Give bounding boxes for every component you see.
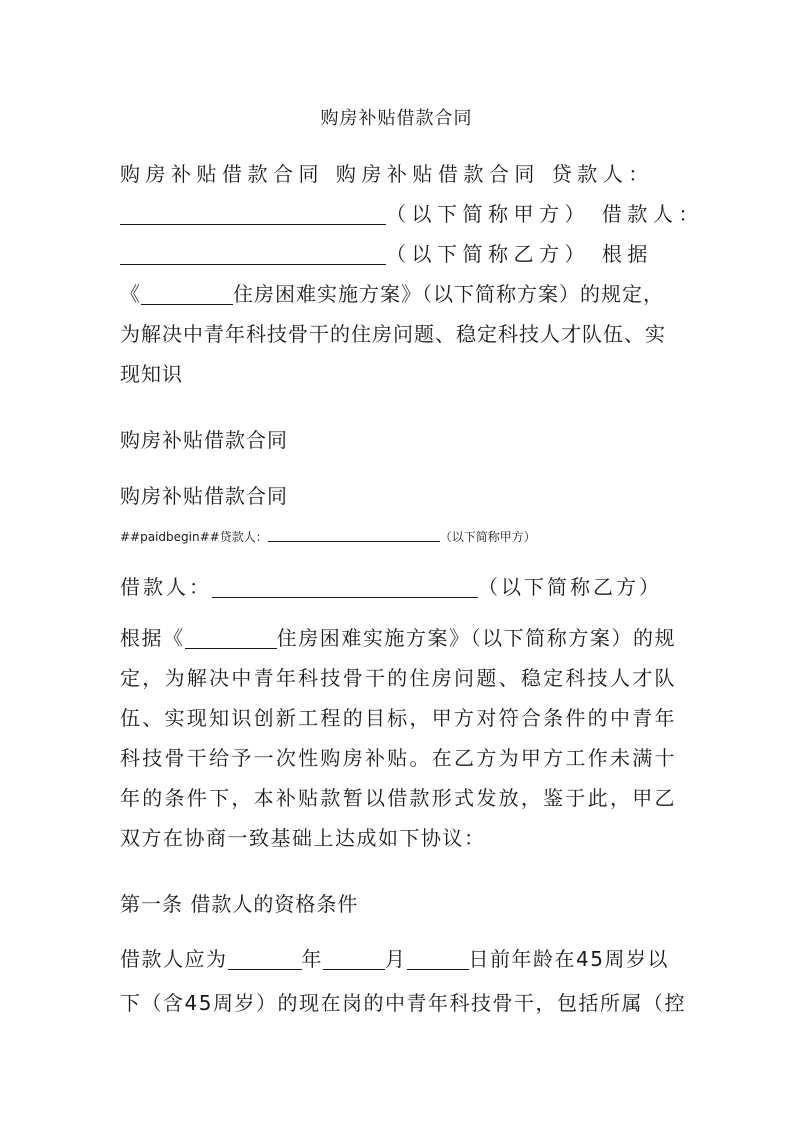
paid-lender-line — [120, 528, 536, 545]
main-paragraph-text: 住房困难实施方案》（以下简称方案）的规定，为解决中青年科技骨干的住房问题、稳定科技人才队伍、实现知识创新工程的目标，甲方对符合条件的中青年科技骨干给予一次性购房补贴。在乙方为甲方工作未满十年的条件下，本补贴款暂以借款形式发放，鉴于此，甲乙双方在协商一致基础上达成如下协议： — [120, 626, 677, 850]
month-blank — [323, 949, 385, 970]
intro-line-1: 购房补贴借款合同 购房补贴借款合同 贷款人： — [120, 162, 654, 186]
age-text-3: 月 — [385, 947, 407, 971]
intro-paragraph — [120, 154, 704, 394]
main-paragraph — [120, 618, 676, 858]
main-org-blank — [185, 628, 277, 649]
intro-line-5: 为解决中青年科技骨干的住房问题、稳定科技人才队伍、实 — [120, 322, 666, 346]
paid-lender-prefix: ##paidbegin##贷款人： — [120, 530, 268, 544]
borrower-label: 借款人： — [120, 575, 212, 599]
intro-line-2-text: （以下简称甲方） 借款人： — [386, 202, 704, 226]
year-blank — [228, 949, 302, 970]
intro-line-4-text: 住房困难实施方案》（以下简称方案）的规定， — [233, 282, 664, 306]
borrower-suffix: （以下简称乙方） — [478, 575, 662, 599]
borrower-line — [120, 571, 662, 600]
intro-line-3 — [120, 234, 676, 274]
borrower-blank — [120, 244, 386, 265]
age-text-1: 借款人应为 — [120, 947, 228, 971]
article-1-line-1 — [120, 937, 676, 981]
intro-line-3-text: （以下简称乙方） 根据 — [386, 242, 653, 266]
lender-blank — [120, 204, 386, 225]
heading-b: 购房补贴借款合同 — [120, 484, 288, 508]
article-1-line-2: 下（含45周岁）的现在岗的中青年科技骨干，包括所属（控 — [120, 991, 686, 1015]
paid-lender-suffix: （以下简称甲方） — [439, 530, 536, 544]
main-paragraph-head: 根据《 — [120, 626, 185, 650]
age-text-4: 日前年龄在45周岁以 — [468, 947, 669, 971]
intro-line-4-head: 《 — [120, 282, 141, 306]
intro-line-6: 现知识 — [120, 362, 183, 386]
article-1-paragraph — [120, 937, 686, 1025]
age-text-2: 年 — [301, 947, 323, 971]
org-blank — [141, 284, 233, 305]
day-blank — [407, 949, 469, 970]
article-1-title: 第一条 借款人的资格条件 — [120, 892, 359, 916]
intro-line-2 — [120, 194, 704, 234]
document-title: 购房补贴借款合同 — [320, 108, 473, 129]
borrower-line-blank — [212, 577, 478, 598]
heading-a: 购房补贴借款合同 — [120, 428, 288, 452]
paid-lender-blank — [268, 530, 440, 542]
article-1-line-1-content — [120, 937, 669, 981]
intro-line-4 — [120, 274, 676, 314]
